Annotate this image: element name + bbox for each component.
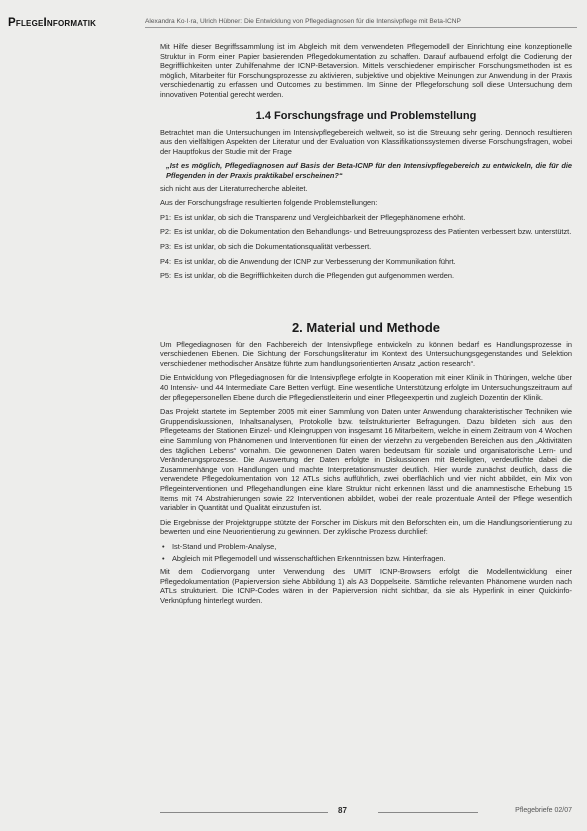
page-number: 87 — [338, 806, 347, 815]
problem-text: Es ist unklar, ob sich die Transparenz und Vergleichbarkeit der Pflegephänomene erhöht. — [174, 212, 466, 222]
footer-rule — [160, 812, 328, 813]
issue-label: Pflegebriefe 02/07 — [515, 807, 572, 814]
article-body — [160, 42, 572, 611]
problem-item — [160, 271, 572, 281]
problem-key: P5: — [160, 271, 172, 281]
problem-item — [160, 242, 572, 252]
problem-key: P1: — [160, 212, 172, 222]
bullet-text: Ist-Stand und Problem-Analyse, — [172, 541, 277, 551]
intro-paragraph: Mit Hilfe dieser Begriffssammlung ist im Abgleich mit dem verwendeten Pflegemodell der Einrichtung eine konzeptionelle Struktur in Form einer Papier basierenden Pflegedokumentation zu schaffen. Darauf aufbauend erfolgt die Codierung der Begrifflichkeiten unter Zuhilfenahme der ICNP-Betaversion. Mittels verschiedener empirischer Forschungsmethoden ist es möglich, Mitarbeiter für Forschungsprozesse zu aktivieren, subjektive und objektive Meinungen zur Anwendung in der Praxis verschiedenartig zu erfassen und Outcomes zu bestimmen. Im Sinne der Pflegeforschung soll diese Untersuchung dem innovativen Potential gerecht werden. — [160, 42, 572, 99]
section-heading-1-4: 1.4 Forschungsfrage und Problemstellung — [255, 109, 477, 122]
section-2-paragraph-4: Die Ergebnisse der Projektgruppe stützte der Forscher im Diskurs mit den Beforschten ein, um die Handlungsorientierung zu bewerten und eine Neuorientierung zu gewinnen. Der zyklische Prozess durchlief: — [160, 517, 572, 537]
problem-key: P2: — [160, 227, 172, 237]
section-2-paragraph-1: Um Pflegediagnosen für den Fachbereich der Intensivpflege entwickeln zu können bedarf es Handlungsprozesse in verschiedenen Ebenen. Die Sichtung der Forschungsliteratur im Kontext des Untersuchungsgegenstandes und Selektion verschiedener methodischer Ansätze führte zum handlungsorientierten Ansatz „action research“. — [160, 339, 572, 368]
bullet-icon: • — [162, 541, 165, 551]
bullet-item — [160, 554, 572, 564]
problem-key: P4: — [160, 256, 172, 266]
research-question: „Ist es möglich, Pflegediagnosen auf Basis der Beta-ICNP für den Intensivpflegebereich zu entwickeln, die für die Pflegenden in der Praxis praktikabel erscheinen?“ — [166, 161, 572, 180]
problems-lead-in: Aus der Forschungsfrage resultierten folgende Problemstellungen: — [160, 198, 378, 208]
section-heading-2: 2. Material und Methode — [291, 319, 441, 335]
section-2-paragraph-3: Das Projekt startete im September 2005 mit einer Sammlung von Daten unter Anwendung charakteristischer Techniken wie Gruppendiskussionen, Inhaltsanalysen, Protokolle bzw. teilstrukturierter Befragungen. Dazu bildeten sich aus den Pflegeteams der Stationen Einzel- und Kleingruppen von insgesamt 16 Mitarbeitern, welche in einem Zeitraum von 4 Wochen eine Sammlung von Phänomenen und Interventionen für einen der vierzehn zu vergebenden Bereichen aus den „Aktivitäten des täglichen Lebens“ vornahm. Die gewonnenen Daten waren bedeutsam für soziale und organisatorische Lern- und Veränderungsprozesse. Die Auswertung der Daten erfolgte in Diskussionen mit Beteiligten, verdeutlichte dabei die Zusammenhänge von Handlungen und machte Interpretationsmuster deutlich. Hier wurde zunächst deutlich, dass die verwendete Pflegedokumentation von 12 ATLs sichs aufführlich, zwei oberflächlich und vier nicht abbildet, ein Mix von Pflegeinterventionen und Pflegehandlungen eine klare Struktur nicht erkennen lässt und die anamnestische Erhebung 15 Items mit 74 Abstrahierungen sowie 22 Interventionen abbildet, wobei der reale prozentuale Anteil der Pflege wesentlich variabler in Quantität und Qualität einzustufen ist. — [160, 407, 572, 513]
footer-rule — [378, 812, 478, 813]
cycle-bullet-list — [160, 542, 572, 563]
problem-item — [160, 213, 572, 223]
problem-text: Es ist unklar, ob sich die Dokumentationsqualität verbessert. — [174, 241, 372, 251]
after-quote-text: sich nicht aus der Literaturrecherche ableitet. — [160, 183, 308, 193]
bullet-text: Abgleich mit Pflegemodell und wissenschaftlichen Erkenntnissen bzw. Hinterfragen. — [172, 553, 446, 563]
section-1-4-paragraph: Betrachtet man die Untersuchungen im Intensivpflegebereich weltweit, so ist die Streuung sehr gering. Dennoch resultieren aus den vielfältigen Aspekten der Literatur und der Evaluation von Klassifikationssystemen diverse Forschungsfragen, wobei der Hauptfokus der Studie mit der Frage — [160, 127, 572, 156]
section-2-paragraph-2: Die Entwicklung von Pflegediagnosen für die Intensivpflege erfolgte in Kooperation mit einer Klinik in Thüringen, welche über 40 Intensiv- und 44 Intermediate Care Betten verfügt. Eine wesentliche Unterstützung erfolgte im Untersuchungszeitraum auf der pflegepersonellen Ebene durch die Pflegedienstleiterin und einer Pflegeexpertin und zugleich Dozentin der Klinik. — [160, 373, 572, 402]
bullet-icon: • — [162, 553, 165, 563]
problem-list — [160, 213, 572, 281]
problem-text: Es ist unklar, ob die Begrifflichkeiten durch die Pflegenden gut aufgenommen werden. — [174, 271, 455, 281]
page-header — [8, 14, 578, 38]
bullet-item — [160, 542, 572, 552]
journal-title: PflegeInformatik — [8, 17, 97, 29]
page-footer — [160, 806, 572, 820]
problem-item — [160, 227, 572, 237]
section-2-paragraph-5: Mit dem Codiervorgang unter Verwendung des UMIT ICNP-Browsers erfolgt die Modellentwicklung einer Pflegedokumentation (Papierversion siehe Abbildung 1) als A3 Doppelseite. Sämtliche relevanten Phänomene wurden nach ATLs strukturiert. Die ICNP-Codes wären in der Papierversion nicht sichtbar, da sie als Hyperlink in einer Quickinfo-Verknüpfung hinterlegt wurden. — [160, 567, 572, 605]
problem-key: P3: — [160, 241, 172, 251]
problem-item — [160, 257, 572, 267]
problem-text: Es ist unklar, ob die Anwendung der ICNP zur Verbesserung der Kommunikation führt. — [174, 256, 456, 266]
problem-text: Es ist unklar, ob die Dokumentation den Behandlungs- und Betreuungsprozess des Patienten verbessert bzw. unterstützt. — [174, 227, 572, 237]
running-title: Alexandra Ko·l·ra, Ulrich Hübner: Die Entwicklung von Pflegediagnosen für die Intensivpflege mit Beta-ICNP — [145, 18, 577, 28]
